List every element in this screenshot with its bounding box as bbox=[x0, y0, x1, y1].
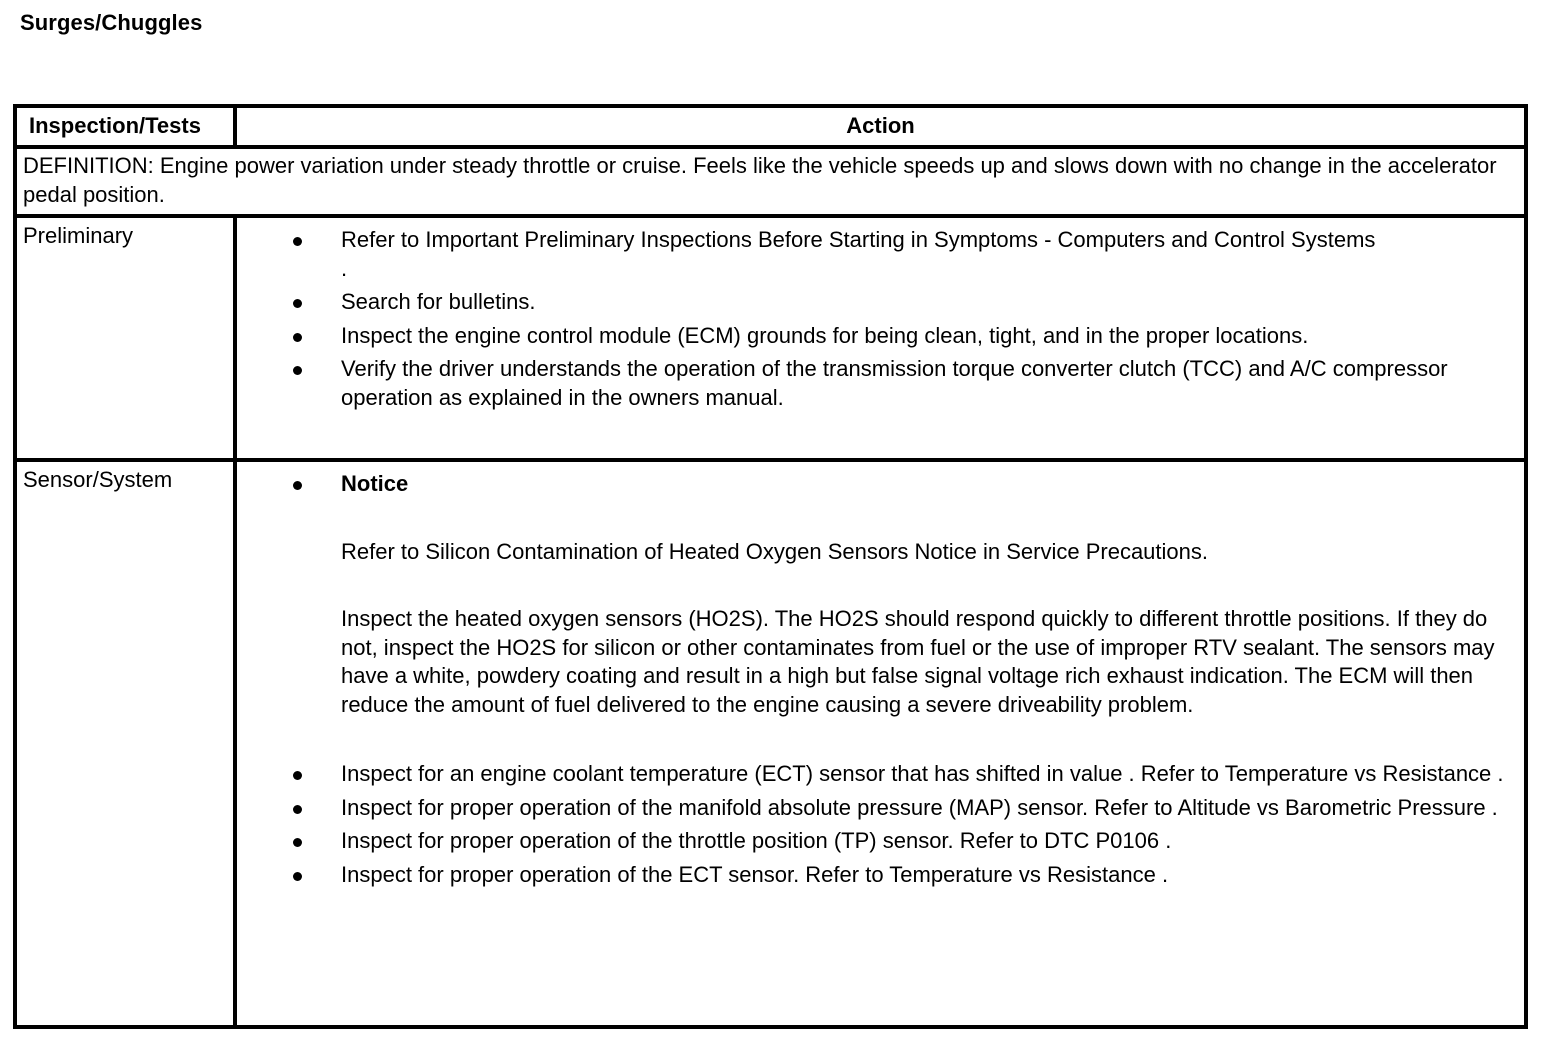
list-item bbox=[237, 226, 1514, 283]
sensor-item-text: Inspect for proper operation of the throttle position (TP) sensor. Refer to DTC P0106 . bbox=[341, 828, 1172, 853]
inspection-table bbox=[13, 104, 1528, 1029]
list-item bbox=[237, 355, 1514, 412]
preliminary-label: Preliminary bbox=[15, 216, 235, 460]
preliminary-item-text: Verify the driver understands the operation of the transmission torque converter clutch (TCC) and A/C compressor operation as explained in the owners manual. bbox=[341, 356, 1448, 410]
sensor-item-text: Inspect for proper operation of the ECT sensor. Refer to Temperature vs Resistance . bbox=[341, 861, 1169, 887]
preliminary-actions bbox=[235, 216, 1526, 460]
table-row-sensor-system bbox=[15, 460, 1526, 1027]
list-item bbox=[237, 470, 1514, 719]
list-item bbox=[237, 288, 1514, 317]
table-row-preliminary bbox=[15, 216, 1526, 460]
list-item bbox=[237, 760, 1514, 789]
bullet-icon bbox=[293, 366, 302, 375]
preliminary-item-text: Search for bulletins. bbox=[341, 289, 536, 314]
bullet-icon bbox=[293, 481, 302, 490]
notice-title: Notice bbox=[341, 471, 409, 496]
notice-text: Refer to Silicon Contamination of Heated Oxygen Sensors Notice in Service Precautions. bbox=[341, 538, 1208, 564]
trailing-period: . bbox=[341, 255, 348, 281]
sensor-system-label: Sensor/System bbox=[15, 460, 235, 1027]
preliminary-item-text: Inspect the engine control module (ECM) grounds for being clean, tight, and in the proper locations. bbox=[341, 322, 1309, 348]
definition-text: DEFINITION: Engine power variation under steady throttle or cruise. Feels like the vehicle speeds up and slows down with no change in the accelerator pedal position. bbox=[15, 147, 1526, 216]
notice-detail: Inspect the heated oxygen sensors (HO2S). The HO2S should respond quickly to different throttle positions. If they do not, inspect the HO2S for silicon or other contaminates from fuel or the use of improper RTV sealant. The sensors may have a white, powdery coating and result in a high but false signal voltage rich exhaust indication. The ECM will then reduce the amount of fuel delivered to the engine causing a severe driveability problem. bbox=[341, 606, 1495, 717]
preliminary-list bbox=[237, 226, 1514, 412]
sensor-item-text: Inspect for proper operation of the manifold absolute pressure (MAP) sensor. Refer to Altitude vs Barometric Pressure . bbox=[341, 794, 1498, 820]
bullet-icon bbox=[293, 299, 302, 308]
table-header-row bbox=[15, 106, 1526, 147]
header-action: Action bbox=[235, 106, 1526, 147]
list-item bbox=[237, 861, 1514, 890]
page-title: Surges/Chuggles bbox=[20, 10, 203, 35]
sensor-system-actions bbox=[235, 460, 1526, 1027]
bullet-icon bbox=[293, 333, 302, 342]
bullet-icon bbox=[293, 237, 302, 246]
bullet-icon bbox=[293, 838, 302, 847]
bullet-icon bbox=[293, 872, 302, 881]
definition-row bbox=[15, 147, 1526, 216]
list-item bbox=[237, 827, 1514, 856]
list-item bbox=[237, 794, 1514, 823]
bullet-icon bbox=[293, 771, 302, 780]
sensor-list bbox=[237, 470, 1514, 889]
bullet-icon bbox=[293, 805, 302, 814]
header-inspection-tests: Inspection/Tests bbox=[15, 106, 235, 147]
list-item bbox=[237, 322, 1514, 351]
preliminary-item-text: Refer to Important Preliminary Inspections Before Starting in Symptoms - Computers and Control Systems bbox=[341, 227, 1376, 252]
sensor-item-text: Inspect for an engine coolant temperature (ECT) sensor that has shifted in value . Refer to Temperature vs Resistance . bbox=[341, 761, 1504, 786]
